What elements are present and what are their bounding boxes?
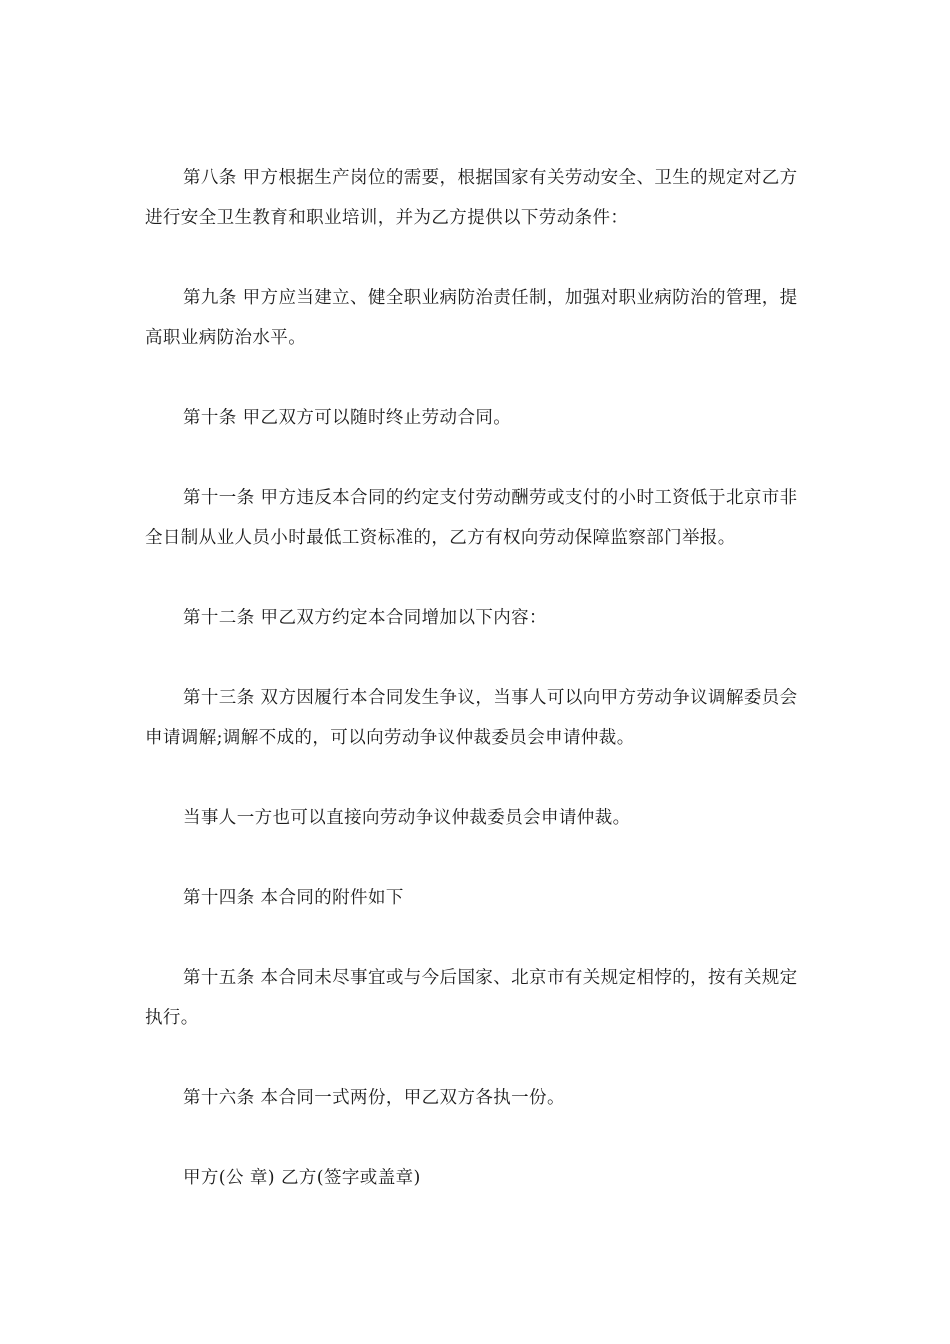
article-11-line1: 第十一条 甲方违反本合同的约定支付劳动酬劳或支付的小时工资低于北京 — [183, 488, 762, 508]
article-13-line1: 第十三条 双方因履行本合同发生争议，当事人可以向甲方劳动争议调解委 — [183, 688, 762, 708]
article-8-line1: 第八条 甲方根据生产岗位的需要，根据国家有关劳动安全、卫生的规定对 — [183, 168, 762, 188]
article-9 — [145, 278, 810, 358]
article-8 — [145, 158, 810, 238]
article-16 — [145, 1078, 810, 1118]
article-10 — [145, 398, 810, 438]
article-11-line2: 市非全日制从业人员小时最低工资标准的，乙方有权向劳动保障监察部门举报。 — [145, 488, 798, 548]
article-8-line2: 乙方进行安全卫生教育和职业培训，并为乙方提供以下劳动条件： — [145, 168, 798, 228]
article-9-line1: 第九条 甲方应当建立、健全职业病防治责任制，加强对职业病防治的管理， — [183, 288, 780, 308]
signature-line-text: 甲方(公 章) 乙方(签字或盖章) — [183, 1168, 421, 1188]
article-14-line1: 第十四条 本合同的附件如下 — [183, 888, 404, 908]
article-12-line1: 第十二条 甲乙双方约定本合同增加以下内容： — [183, 608, 547, 628]
article-15-line2: 规定执行。 — [145, 968, 798, 1028]
article-10-line1: 第十条 甲乙双方可以随时终止劳动合同。 — [183, 408, 512, 428]
article-14 — [145, 878, 810, 918]
article-13 — [145, 678, 810, 758]
article-12 — [145, 598, 810, 638]
signature-line — [145, 1158, 810, 1198]
article-13-supplement — [145, 798, 810, 838]
article-13-supplement-line1: 当事人一方也可以直接向劳动争议仲裁委员会申请仲裁。 — [183, 808, 631, 828]
article-13-line2: 员会申请调解;调解不成的，可以向劳动争议仲裁委员会申请仲裁。 — [145, 688, 798, 748]
article-11 — [145, 478, 810, 558]
article-15-line1: 第十五条 本合同未尽事宜或与今后国家、北京市有关规定相悖的，按有关 — [183, 968, 762, 988]
article-9-line2: 提高职业病防治水平。 — [145, 288, 798, 348]
article-16-line1: 第十六条 本合同一式两份，甲乙双方各执一份。 — [183, 1088, 565, 1108]
article-15 — [145, 958, 810, 1038]
